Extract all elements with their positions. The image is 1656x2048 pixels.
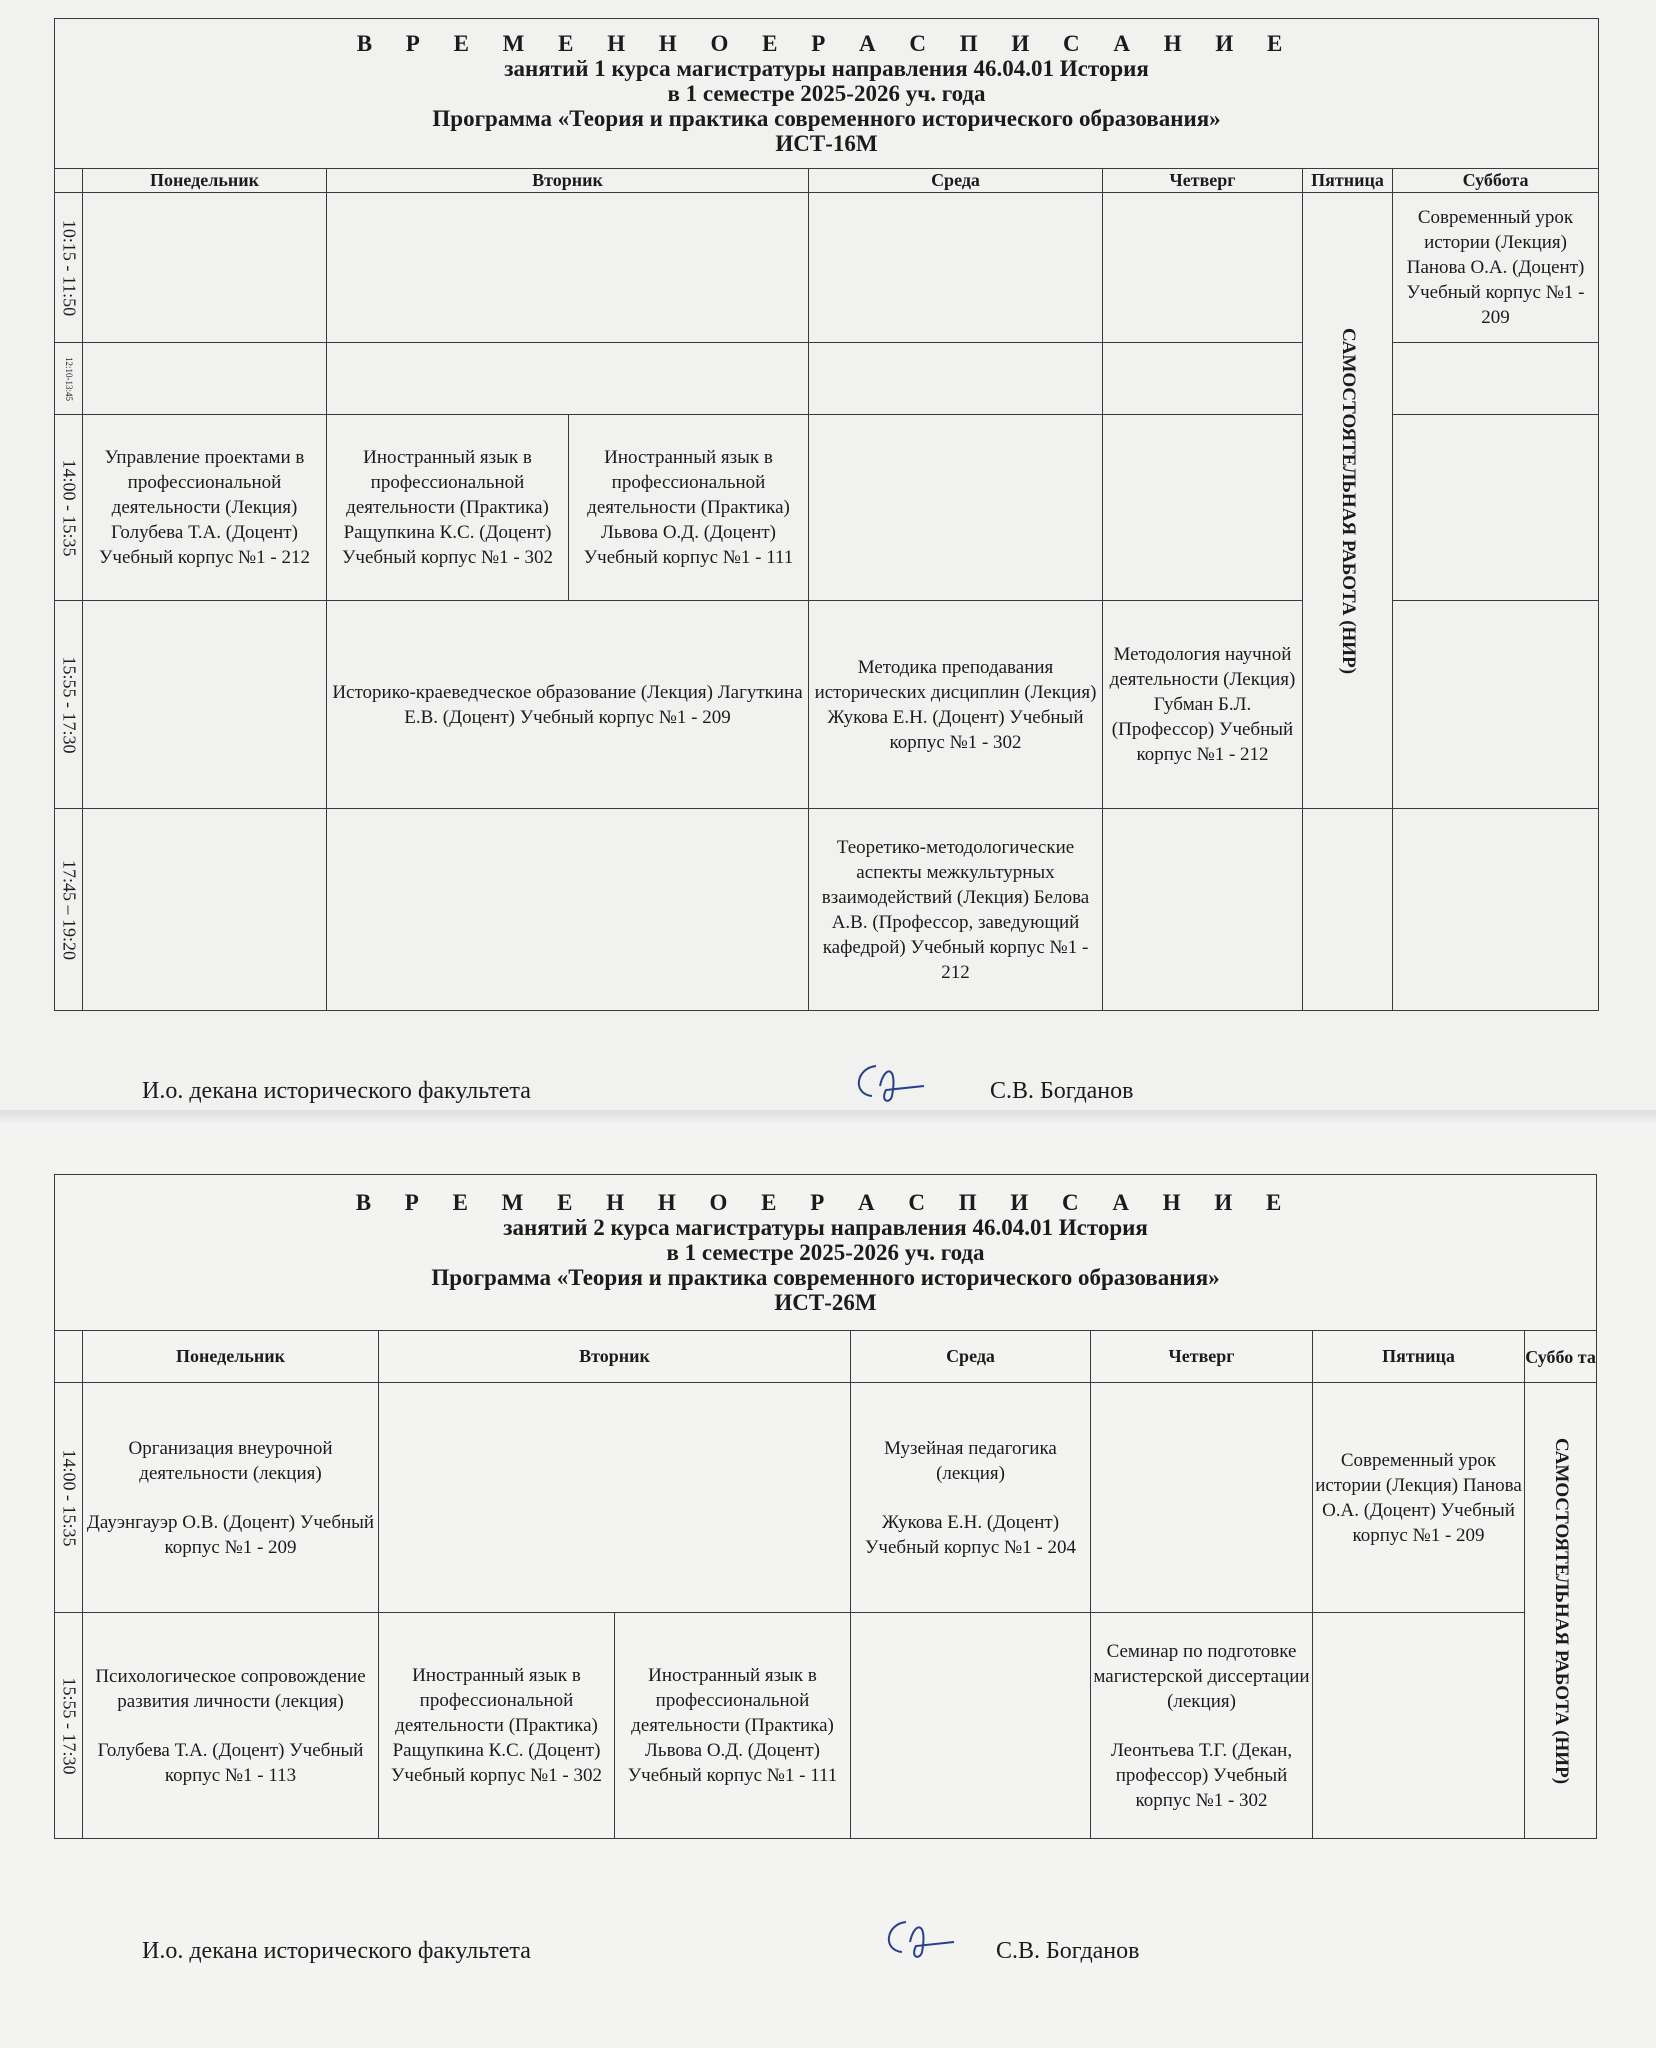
schedule-title: В Р Е М Е Н Н О Е Р А С П И С А Н И Е — [355, 1190, 1296, 1215]
day-header: Среда — [851, 1331, 1091, 1383]
class-cell: Историко-краеведческое образование (Лекция) Лагуткина Е.В. (Доцент) Учебный корпус №1 - 209 — [327, 601, 809, 809]
time-slot — [55, 193, 83, 343]
schedule-subtitle: занятий 2 курса магистратуры направления 46.04.01 История — [503, 1215, 1148, 1240]
empty-cell — [1091, 1383, 1313, 1613]
day-header: Пятница — [1303, 169, 1393, 193]
empty-cell — [327, 343, 809, 415]
empty-cell — [327, 809, 809, 1011]
empty-cell — [83, 601, 327, 809]
empty-cell — [83, 809, 327, 1011]
empty-cell — [1393, 601, 1599, 809]
corner-cell — [55, 169, 83, 193]
timetable-2 — [54, 1174, 1597, 1839]
class-title: Психологическое сопровождение развития личности (лекция) — [95, 1665, 366, 1712]
time-label: 12:10-13:45 — [63, 356, 74, 401]
class-details: Дауэнгауэр О.В. (Доцент) Учебный корпус №1 - 209 — [86, 1511, 375, 1558]
time-slot — [55, 415, 83, 601]
schedule-group: ИСТ-16М — [775, 131, 878, 156]
signature-mark — [876, 1912, 956, 1962]
self-study-label: САМОСТОЯТЕЛЬНАЯ РАБОТА (НИР) — [1550, 1437, 1572, 1784]
day-header: Суббо та — [1525, 1331, 1597, 1383]
day-header: Суббота — [1393, 169, 1599, 193]
class-cell: Методология научной деятельности (Лекция) Губман Б.Л. (Профессор) Учебный корпус №1 - 212 — [1103, 601, 1303, 809]
day-header: Вторник — [327, 169, 809, 193]
class-title: Семинар по подготовке магистерской диссертации (лекция) — [1093, 1640, 1310, 1712]
time-label: 14:00 - 15:35 — [59, 1449, 79, 1546]
time-slot — [55, 343, 83, 415]
time-slot — [55, 809, 83, 1011]
schedule-semester: в 1 семестре 2025-2026 уч. года — [666, 1240, 985, 1265]
empty-cell — [1303, 809, 1393, 1011]
class-cell: Управление проектами в профессиональной деятельности (Лекция) Голубева Т.А. (Доцент) Учебный корпус №1 - 212 — [83, 415, 327, 601]
class-details: Жукова Е.Н. (Доцент) Учебный корпус №1 - 204 — [864, 1511, 1077, 1558]
day-header: Понедельник — [83, 169, 327, 193]
class-details: Леонтьева Т.Г. (Декан, профессор) Учебный корпус №1 - 302 — [1110, 1739, 1293, 1811]
class-cell: Методика преподавания исторических дисциплин (Лекция) Жукова Е.Н. (Доцент) Учебный корпус №1 - 302 — [809, 601, 1103, 809]
class-cell: Иностранный язык в профессиональной деятельности (Практика) Ращупкина К.С. (Доцент) Учебный корпус №1 - 302 — [327, 415, 569, 601]
corner-cell — [55, 1331, 83, 1383]
time-label: 15:55 - 17:30 — [59, 1677, 79, 1774]
time-label: 15:55 - 17:30 — [59, 656, 79, 753]
schedule-subtitle: занятий 1 курса магистратуры направления 46.04.01 История — [504, 56, 1149, 81]
empty-cell — [83, 343, 327, 415]
empty-cell — [379, 1383, 851, 1613]
day-header: Четверг — [1091, 1331, 1313, 1383]
paper-fold — [0, 1110, 1656, 1126]
empty-cell — [83, 193, 327, 343]
self-study-cell — [1525, 1383, 1597, 1839]
empty-cell — [1393, 809, 1599, 1011]
class-title: Музейная педагогика (лекция) — [884, 1437, 1057, 1484]
day-header: Среда — [809, 169, 1103, 193]
class-cell: Иностранный язык в профессиональной деятельности (Практика) Львова О.Д. (Доцент) Учебный корпус №1 - 111 — [615, 1613, 851, 1839]
time-label: 14:00 - 15:35 — [59, 459, 79, 556]
self-study-label: САМОСТОЯТЕЛЬНАЯ РАБОТА (НИР) — [1337, 327, 1359, 674]
timetable-1 — [54, 18, 1599, 1011]
empty-cell — [1313, 1613, 1525, 1839]
time-slot — [55, 601, 83, 809]
schedule-header — [55, 19, 1599, 169]
day-header: Вторник — [379, 1331, 851, 1383]
class-cell: Иностранный язык в профессиональной деятельности (Практика) Ращупкина К.С. (Доцент) Учебный корпус №1 - 302 — [379, 1613, 615, 1839]
time-label: 10:15 - 11:50 — [59, 219, 79, 316]
day-header: Четверг — [1103, 169, 1303, 193]
class-cell — [83, 1383, 379, 1613]
empty-cell — [1103, 193, 1303, 343]
schedule-title: В Р Е М Е Н Н О Е Р А С П И С А Н И Е — [356, 31, 1297, 56]
schedule-program: Программа «Теория и практика современного исторического образования» — [431, 1265, 1220, 1290]
class-cell — [851, 1383, 1091, 1613]
empty-cell — [851, 1613, 1091, 1839]
self-study-cell — [1303, 193, 1393, 809]
empty-cell — [1393, 343, 1599, 415]
empty-cell — [809, 193, 1103, 343]
signature-role: И.о. декана исторического факультета — [142, 1078, 531, 1104]
empty-cell — [1103, 343, 1303, 415]
class-cell: Современный урок истории (Лекция) Панова О.А. (Доцент) Учебный корпус №1 - 209 — [1313, 1383, 1525, 1613]
signature-mark — [846, 1056, 926, 1106]
empty-cell — [1393, 415, 1599, 601]
signature-role: И.о. декана исторического факультета — [142, 1938, 531, 1964]
schedule-header — [55, 1175, 1597, 1331]
class-cell: Иностранный язык в профессиональной деятельности (Практика) Львова О.Д. (Доцент) Учебный корпус №1 - 111 — [569, 415, 809, 601]
schedule-program: Программа «Теория и практика современного исторического образования» — [432, 106, 1221, 131]
class-cell — [83, 1613, 379, 1839]
empty-cell — [327, 193, 809, 343]
day-header: Пятница — [1313, 1331, 1525, 1383]
class-title: Организация внеурочной деятельности (лекция) — [128, 1437, 333, 1484]
schedule-semester: в 1 семестре 2025-2026 уч. года — [667, 81, 986, 106]
empty-cell — [1103, 809, 1303, 1011]
signature-name: С.В. Богданов — [990, 1078, 1134, 1104]
signature-name: С.В. Богданов — [996, 1938, 1140, 1964]
empty-cell — [809, 415, 1103, 601]
time-label: 17:45 – 19:20 — [59, 859, 79, 960]
schedule-group: ИСТ-26М — [774, 1290, 877, 1315]
class-details: Голубева Т.А. (Доцент) Учебный корпус №1 - 113 — [97, 1739, 364, 1786]
class-cell — [1091, 1613, 1313, 1839]
empty-cell — [809, 343, 1103, 415]
time-slot — [55, 1383, 83, 1613]
day-header: Понедельник — [83, 1331, 379, 1383]
time-slot — [55, 1613, 83, 1839]
class-cell: Теоретико-методологические аспекты межкультурных взаимодействий (Лекция) Белова А.В. (Профессор, заведующий кафедрой) Учебный корпус №1 - 212 — [809, 809, 1103, 1011]
class-cell: Современный урок истории (Лекция) Панова О.А. (Доцент) Учебный корпус №1 - 209 — [1393, 193, 1599, 343]
empty-cell — [1103, 415, 1303, 601]
